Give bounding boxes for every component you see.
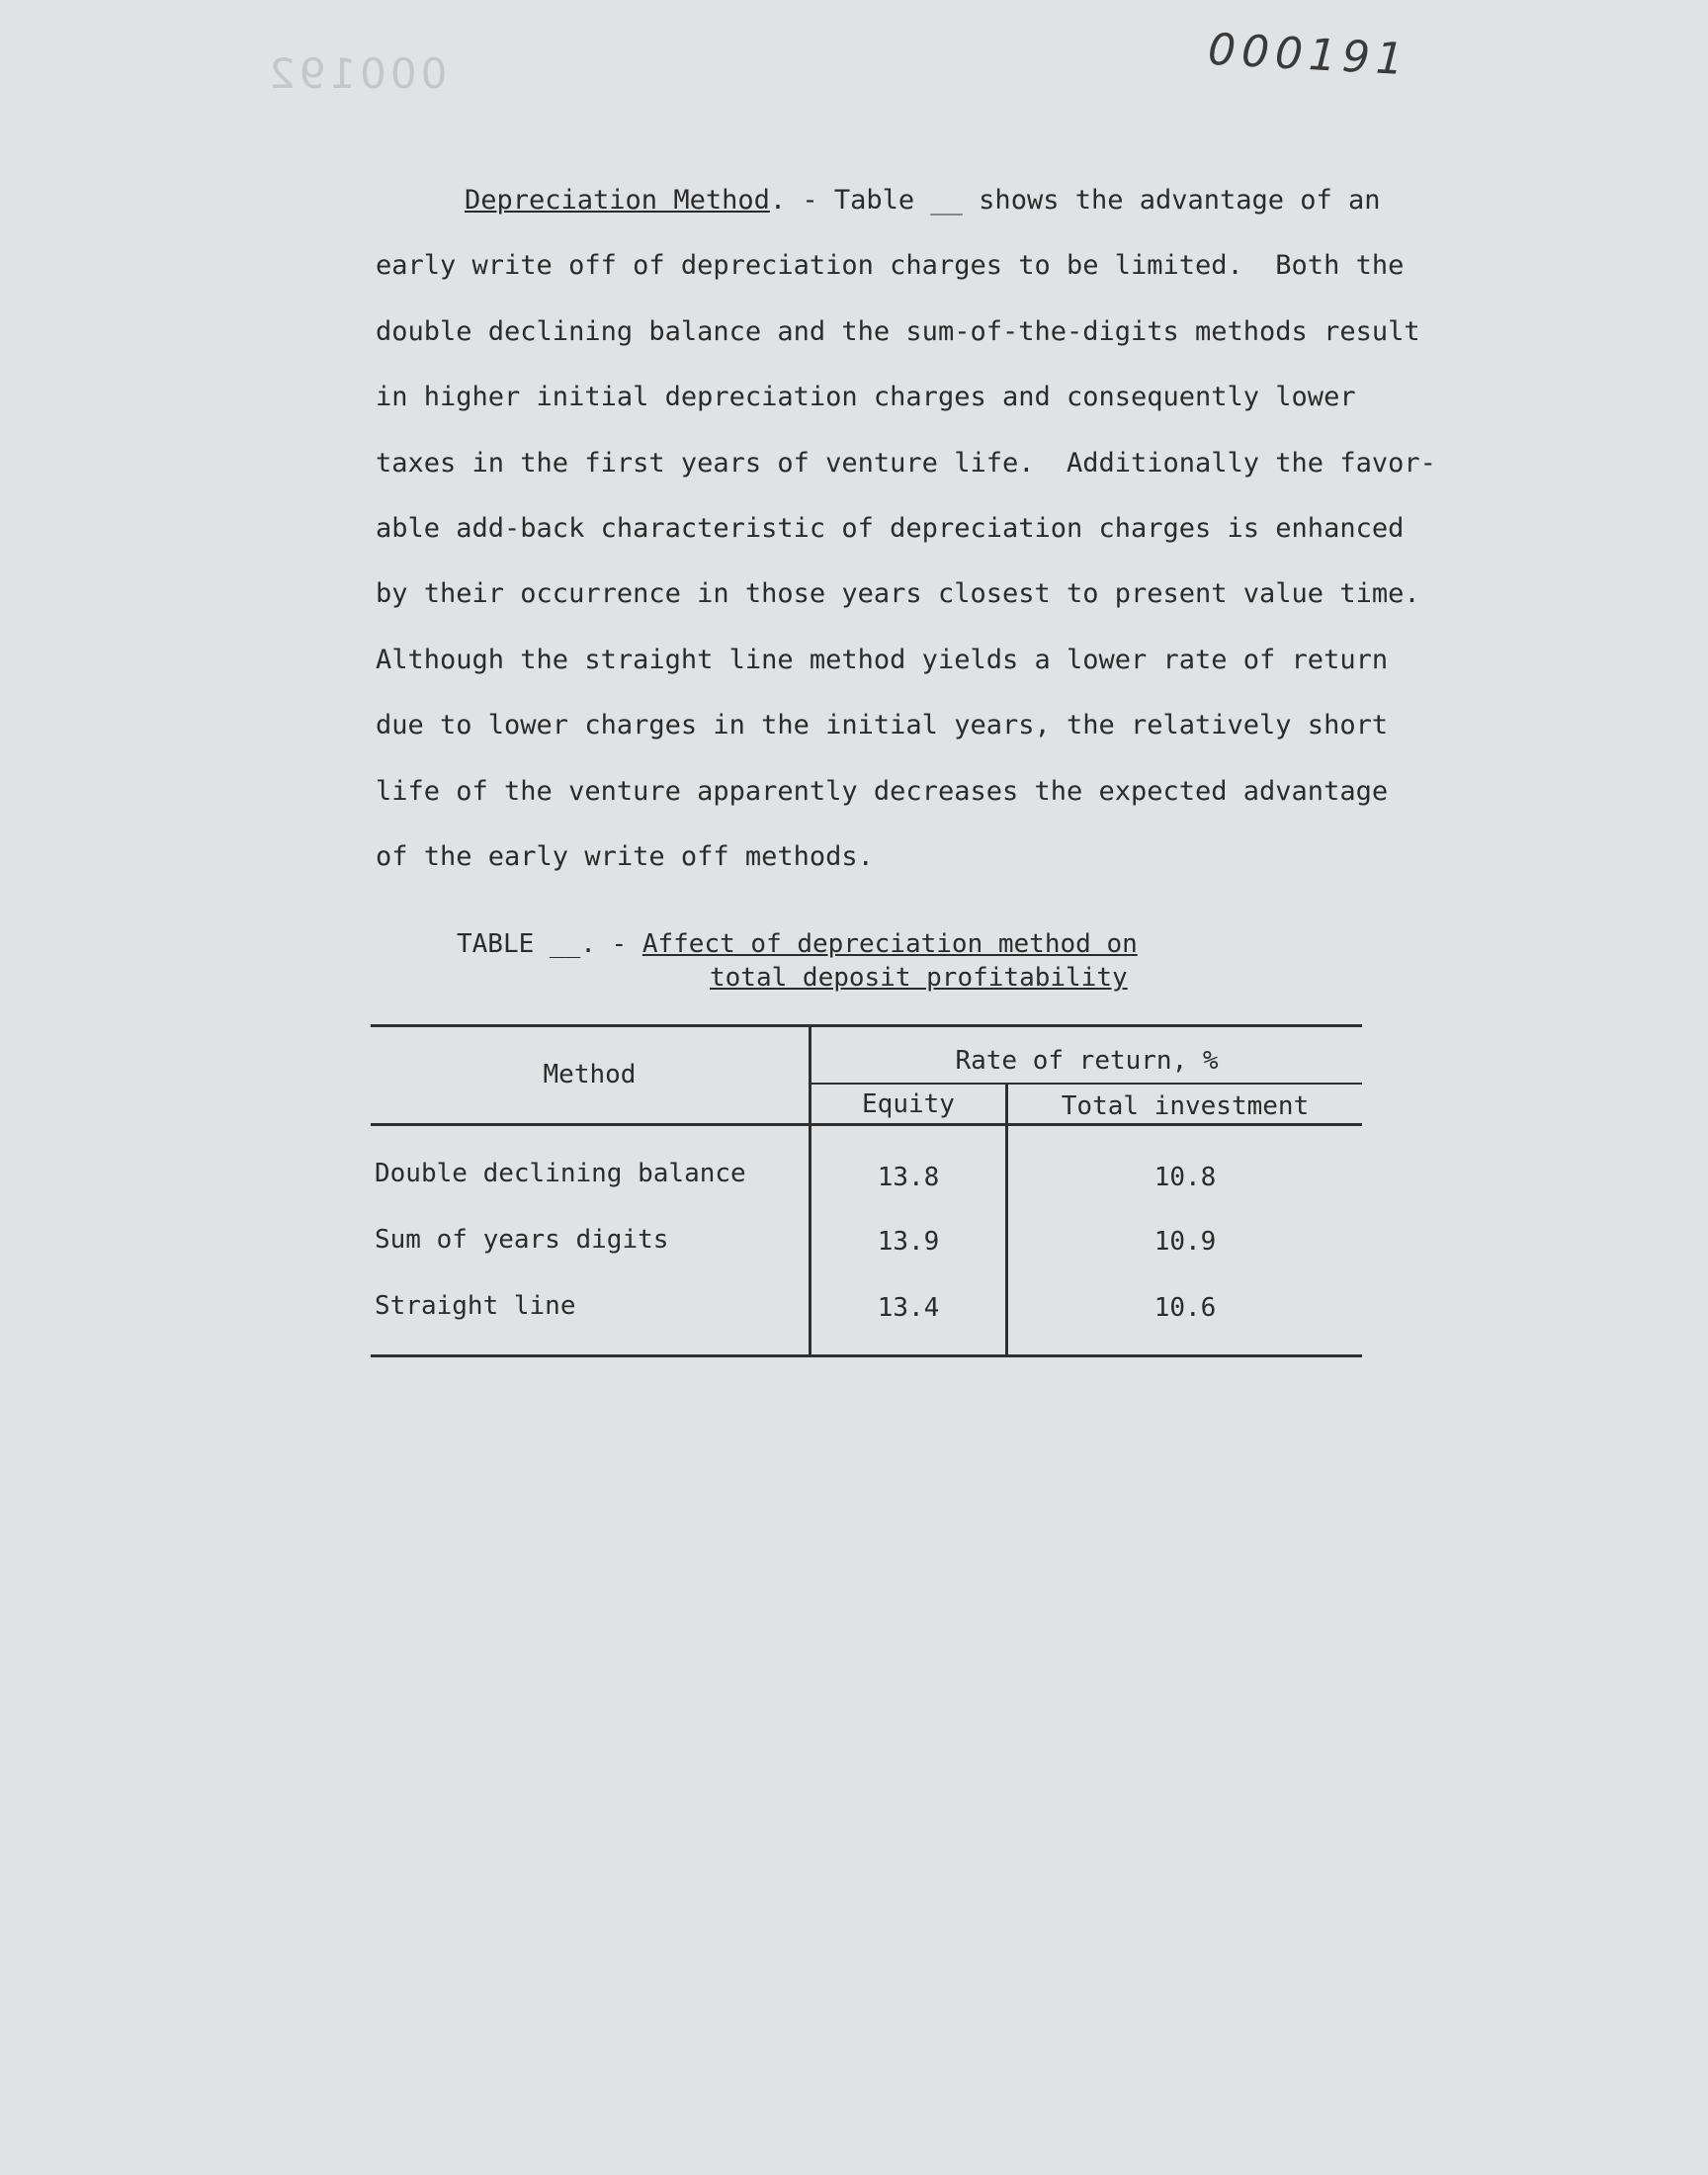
- paragraph-line: in higher initial depreciation charges and consequently lower: [376, 382, 1356, 413]
- page-number: 000191: [1206, 24, 1411, 86]
- body-paragraph: [376, 168, 1483, 890]
- table-caption: [457, 927, 1138, 995]
- section-heading: Depreciation Method: [465, 185, 770, 216]
- table-top-rule: [371, 1024, 1362, 1027]
- row-equity: 13.9: [877, 1227, 940, 1257]
- caption-title-line1: Affect of depreciation method on: [641, 929, 1138, 959]
- row-equity: 13.8: [877, 1163, 940, 1192]
- table-bottom-rule: [371, 1354, 1362, 1357]
- paragraph-line: due to lower charges in the initial years, the relatively short: [376, 710, 1389, 741]
- paragraph-line: by their occurrence in those years closest to present value time.: [376, 578, 1420, 610]
- header-rate-of-return: Rate of return, %: [955, 1046, 1219, 1076]
- paragraph-line: life of the venture apparently decreases the expected advantage: [376, 775, 1389, 807]
- caption-prefix: TABLE __. -: [457, 929, 642, 959]
- paragraph-line: Although the straight line method yields a lower rate of return: [376, 644, 1389, 675]
- row-method: Straight line: [375, 1291, 576, 1321]
- paragraph-line: able add-back characteristic of depreciation charges is enhanced: [376, 513, 1405, 545]
- header-equity: Equity: [862, 1089, 955, 1119]
- row-equity: 13.4: [877, 1293, 940, 1323]
- paragraph-line: taxes in the first years of venture life. Additionally the favor-: [376, 447, 1436, 478]
- paragraph-line: double declining balance and the sum-of-the-digits methods result: [376, 315, 1420, 347]
- header-method: Method: [543, 1060, 637, 1089]
- row-method: Sum of years digits: [375, 1225, 669, 1255]
- row-method: Double declining balance: [375, 1159, 746, 1188]
- caption-title-line2: total deposit profitability: [710, 963, 1128, 993]
- row-total-investment: 10.8: [1153, 1163, 1217, 1192]
- row-total-investment: 10.9: [1153, 1227, 1217, 1257]
- bleed-through-page-number: 000192: [265, 49, 448, 98]
- group-header-rule: [811, 1083, 1362, 1085]
- paragraph-line: Depreciation Method. - Table __ shows the advantage of an: [465, 185, 1381, 216]
- paragraph-line: of the early write off methods.: [376, 841, 874, 873]
- paragraph-line: early write off of depreciation charges to be limited. Both the: [376, 250, 1405, 282]
- row-total-investment: 10.6: [1153, 1293, 1217, 1323]
- header-bottom-rule: [371, 1123, 1362, 1126]
- header-total-investment: Total investment: [1061, 1091, 1310, 1121]
